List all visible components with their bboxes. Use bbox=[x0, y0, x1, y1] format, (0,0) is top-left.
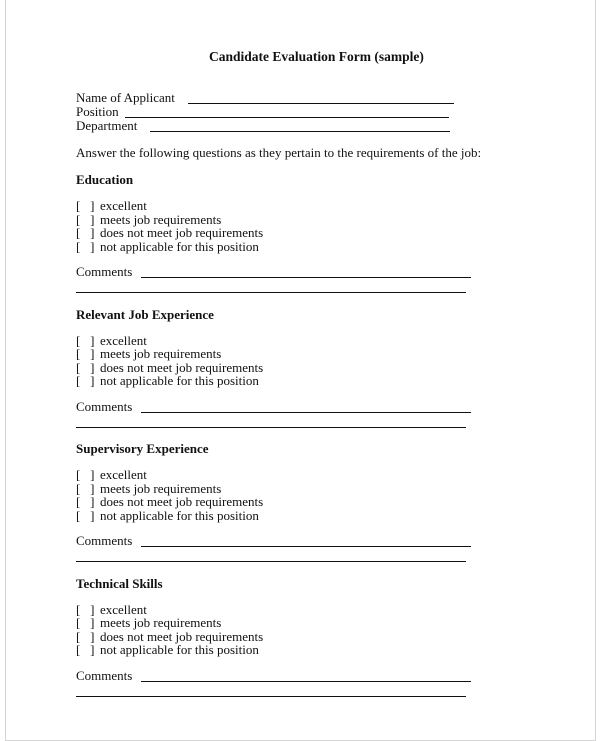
comments-input-line-2[interactable] bbox=[76, 561, 466, 562]
option-label: does not meet job requirements bbox=[100, 359, 264, 375]
checkbox-bracket[interactable]: [ ] bbox=[76, 642, 95, 657]
comments-input[interactable] bbox=[141, 546, 471, 547]
field-name-input[interactable] bbox=[188, 103, 454, 104]
option-label: meets job requirements bbox=[100, 480, 222, 496]
checkbox-bracket[interactable]: [ ] bbox=[76, 628, 95, 644]
checkbox-bracket[interactable]: [ ] bbox=[76, 480, 95, 496]
comments-label: Comments bbox=[76, 264, 133, 279]
option-label: excellent bbox=[100, 198, 147, 213]
option-label: not applicable for this position bbox=[100, 238, 259, 254]
comments-input-line-2[interactable] bbox=[76, 696, 466, 697]
checkbox-bracket[interactable]: [ ] bbox=[76, 346, 95, 361]
checkbox-bracket[interactable]: [ ] bbox=[76, 225, 95, 240]
checkbox-bracket[interactable]: [ ] bbox=[76, 601, 95, 617]
option-label: not applicable for this position bbox=[100, 373, 259, 388]
checkbox-bracket[interactable]: [ ] bbox=[76, 359, 95, 375]
comments-label: Comments bbox=[76, 398, 133, 414]
checkbox-bracket[interactable]: [ ] bbox=[76, 615, 95, 630]
field-position-input[interactable] bbox=[125, 117, 449, 118]
option-label: does not meet job requirements bbox=[100, 494, 264, 509]
checkbox-bracket[interactable]: [ ] bbox=[76, 507, 95, 523]
checkbox-bracket[interactable]: [ ] bbox=[76, 211, 95, 227]
comments-label: Comments bbox=[76, 533, 133, 548]
section-heading: Supervisory Experience bbox=[76, 441, 209, 456]
section-heading: Education bbox=[76, 172, 134, 187]
checkbox-bracket[interactable]: [ ] bbox=[76, 198, 95, 213]
instructions: Answer the following questions as they pertain to the requirements of the job: bbox=[76, 145, 482, 160]
field-label-name: Name of Applicant bbox=[76, 90, 175, 105]
comments-input-line-2[interactable] bbox=[76, 427, 466, 428]
comments-label: Comments bbox=[76, 667, 133, 683]
comments-input[interactable] bbox=[141, 681, 471, 682]
checkbox-bracket[interactable]: [ ] bbox=[76, 373, 95, 388]
option-label: excellent bbox=[100, 332, 147, 348]
option-label: meets job requirements bbox=[100, 211, 222, 227]
checkbox-bracket[interactable]: [ ] bbox=[76, 467, 95, 482]
option-label: meets job requirements bbox=[100, 615, 222, 630]
field-department-input[interactable] bbox=[150, 131, 450, 132]
option-label: does not meet job requirements bbox=[100, 225, 264, 240]
field-label-department: Department bbox=[76, 118, 138, 133]
option-label: not applicable for this position bbox=[100, 642, 259, 657]
checkbox-bracket[interactable]: [ ] bbox=[76, 332, 95, 348]
section-heading: Technical Skills bbox=[76, 575, 163, 591]
comments-input[interactable] bbox=[141, 412, 471, 413]
page-title: Candidate Evaluation Form (sample) bbox=[209, 49, 424, 64]
option-label: not applicable for this position bbox=[100, 507, 259, 523]
checkbox-bracket[interactable]: [ ] bbox=[76, 238, 95, 254]
comments-input-line-2[interactable] bbox=[76, 292, 466, 293]
comments-input[interactable] bbox=[141, 277, 471, 278]
option-label: does not meet job requirements bbox=[100, 628, 264, 644]
option-label: excellent bbox=[100, 601, 147, 617]
field-label-position: Position bbox=[76, 104, 119, 119]
option-label: meets job requirements bbox=[100, 346, 222, 361]
section-heading: Relevant Job Experience bbox=[76, 306, 214, 322]
option-label: excellent bbox=[100, 467, 147, 482]
checkbox-bracket[interactable]: [ ] bbox=[76, 494, 95, 509]
